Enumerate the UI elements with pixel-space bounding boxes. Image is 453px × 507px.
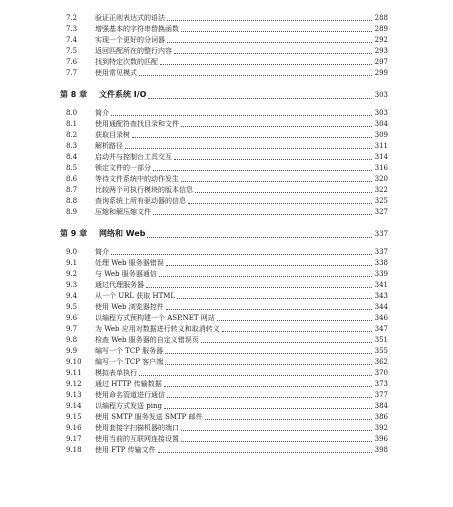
- entry-title: 验证正则表达式的语法: [95, 14, 165, 22]
- leader-dots: [159, 269, 372, 277]
- entry-title: 实现一个更好的分词器: [95, 36, 165, 44]
- toc-entry: [60, 13, 388, 24]
- entry-title: 从一个 URL 获取 HTML: [95, 292, 176, 300]
- entry-number: 8.6: [66, 175, 78, 183]
- entry-title: 解析路径: [95, 142, 123, 150]
- entry-number: 9.5: [66, 303, 78, 311]
- toc-entry: [60, 57, 388, 68]
- entry-title: 获取目录树: [95, 131, 130, 139]
- entry-page-number: 343: [374, 292, 388, 300]
- entry-title: 为 Web 应用对数据进行转义和取消转义: [95, 325, 220, 333]
- chapter-page-number: 303: [374, 91, 388, 99]
- toc-entry: [60, 152, 388, 163]
- leader-dots: [148, 91, 372, 99]
- entry-number: 8.3: [66, 142, 78, 150]
- entry-title: 处理 Web 服务器错误: [95, 259, 164, 267]
- entry-page-number: 386: [374, 413, 388, 421]
- toc-entry: [60, 269, 388, 280]
- leader-dots: [174, 46, 372, 54]
- entry-title: 使用命名管道进行通信: [95, 391, 165, 399]
- entry-number: 9.12: [66, 380, 82, 388]
- entry-page-number: 304: [374, 120, 388, 128]
- entry-title: 等待文件系统中的动作发生: [95, 175, 179, 183]
- entry-title: 启动并与控制台工具交互: [95, 153, 172, 161]
- toc-entry: [60, 108, 388, 119]
- entry-title: 通过代理服务器: [95, 281, 144, 289]
- entry-title: 使用通配符查找目录和文件: [95, 120, 179, 128]
- entry-number: 7.7: [66, 69, 78, 77]
- entry-title: 使用 SMTP 服务发送 SMTP 邮件: [95, 413, 203, 421]
- leader-dots: [174, 152, 372, 160]
- entry-number: 9.7: [66, 325, 78, 333]
- entry-page-number: 370: [374, 369, 388, 377]
- toc-entry: [60, 280, 388, 291]
- leader-dots: [165, 357, 372, 365]
- entry-page-number: 398: [374, 446, 388, 454]
- leader-dots: [165, 346, 372, 354]
- entry-page-number: 289: [374, 25, 388, 33]
- entry-title: 增强基本的字符串替换函数: [95, 25, 179, 33]
- entry-title: 比较两个可执行模块的版本信息: [95, 186, 193, 194]
- entry-number: 8.5: [66, 164, 78, 172]
- entry-number: 7.2: [66, 14, 78, 22]
- entry-page-number: 392: [374, 424, 388, 432]
- toc-entry: [60, 423, 388, 434]
- toc-entry: [60, 35, 388, 46]
- entry-number: 8.4: [66, 153, 78, 161]
- entry-page-number: 320: [374, 175, 388, 183]
- leader-dots: [111, 108, 372, 116]
- entry-title: 简介: [95, 109, 109, 117]
- chapter-label: 第 9 章: [60, 229, 88, 238]
- entry-number: 7.3: [66, 25, 78, 33]
- leader-dots: [181, 434, 372, 442]
- entry-page-number: 355: [374, 347, 388, 355]
- entry-number: 7.4: [66, 36, 78, 44]
- entry-page-number: 293: [374, 47, 388, 55]
- leader-dots: [167, 35, 372, 43]
- leader-dots: [166, 258, 372, 266]
- entry-title: 使用常见模式: [95, 69, 137, 77]
- leader-dots: [201, 335, 372, 343]
- entry-number: 7.5: [66, 47, 78, 55]
- leader-dots: [139, 368, 372, 376]
- entry-number: 9.6: [66, 314, 78, 322]
- entry-number: 9.4: [66, 292, 78, 300]
- entry-number: 9.15: [66, 413, 82, 421]
- leader-dots: [125, 141, 372, 149]
- toc-entry: [60, 390, 388, 401]
- chapter-title: 文件系统 I/O: [99, 90, 147, 99]
- entry-number: 9.13: [66, 391, 82, 399]
- toc-entry: [60, 445, 388, 456]
- entry-page-number: 339: [374, 270, 388, 278]
- entry-number: 9.0: [66, 248, 78, 256]
- entry-page-number: 322: [374, 186, 388, 194]
- toc-entry: [60, 119, 388, 130]
- entry-number: 9.10: [66, 358, 82, 366]
- section-9-entries: [60, 247, 388, 456]
- entry-page-number: 311: [374, 142, 388, 150]
- entry-page-number: 327: [374, 208, 388, 216]
- entry-page-number: 337: [374, 248, 388, 256]
- entry-title: 检查 Web 服务器的自定义错误页: [95, 336, 199, 344]
- leader-dots: [147, 230, 372, 238]
- toc-entry: [60, 357, 388, 368]
- chapter-page-number: 337: [374, 230, 388, 238]
- toc-entry: [60, 68, 388, 79]
- leader-dots: [139, 68, 372, 76]
- entry-page-number: 384: [374, 402, 388, 410]
- entry-number: 9.17: [66, 435, 82, 443]
- section-7-entries: [60, 13, 388, 79]
- leader-dots: [153, 207, 372, 215]
- toc-entry: [60, 313, 388, 324]
- entry-title: 压缩和解压缩文件: [95, 208, 151, 216]
- chapter-9-heading: [60, 227, 388, 241]
- entry-number: 9.2: [66, 270, 78, 278]
- entry-title: 编写一个 TCP 服务器: [95, 347, 164, 355]
- entry-title: 找到特定次数的匹配: [95, 58, 158, 66]
- toc-entry: [60, 412, 388, 423]
- toc-entry: [60, 196, 388, 207]
- entry-page-number: 303: [374, 109, 388, 117]
- entry-page-number: 288: [374, 14, 388, 22]
- leader-dots: [181, 24, 372, 32]
- leader-dots: [164, 401, 372, 409]
- entry-number: 9.16: [66, 424, 82, 432]
- toc-entry: [60, 163, 388, 174]
- leader-dots: [132, 130, 372, 138]
- entry-title: 与 Web 服务器通信: [95, 270, 157, 278]
- entry-title: 编写一个 TCP 客户端: [95, 358, 164, 366]
- entry-page-number: 297: [374, 58, 388, 66]
- entry-title: 以编程方式发送 ping: [95, 402, 162, 410]
- toc-entry: [60, 46, 388, 57]
- entry-title: 通过 HTTP 传输数据: [95, 380, 162, 388]
- entry-number: 9.3: [66, 281, 78, 289]
- leader-dots: [205, 412, 372, 420]
- table-of-contents: [60, 13, 388, 456]
- toc-entry: [60, 207, 388, 218]
- entry-title: 模拟表单执行: [95, 369, 137, 377]
- toc-entry: [60, 302, 388, 313]
- leader-dots: [222, 324, 372, 332]
- toc-entry: [60, 291, 388, 302]
- leader-dots: [181, 174, 372, 182]
- entry-number: 9.1: [66, 259, 78, 267]
- toc-entry: [60, 258, 388, 269]
- chapter-title: 网络和 Web: [99, 229, 146, 238]
- entry-page-number: 299: [374, 69, 388, 77]
- entry-number: 8.1: [66, 120, 78, 128]
- entry-page-number: 341: [374, 281, 388, 289]
- toc-entry: [60, 379, 388, 390]
- toc-entry: [60, 401, 388, 412]
- toc-entry: [60, 185, 388, 196]
- entry-title: 使用 FTP 传输文件: [95, 446, 156, 454]
- leader-dots: [167, 390, 372, 398]
- leader-dots: [111, 247, 372, 255]
- toc-entry: [60, 335, 388, 346]
- toc-entry: [60, 434, 388, 445]
- entry-title: 使用套接字扫描机器的端口: [95, 424, 179, 432]
- entry-page-number: 344: [374, 303, 388, 311]
- entry-number: 8.8: [66, 197, 78, 205]
- leader-dots: [181, 119, 372, 127]
- toc-entry: [60, 346, 388, 357]
- leader-dots: [177, 291, 372, 299]
- entry-page-number: 338: [374, 259, 388, 267]
- entry-number: 8.7: [66, 186, 78, 194]
- entry-number: 9.14: [66, 402, 82, 410]
- leader-dots: [195, 185, 372, 193]
- toc-entry: [60, 247, 388, 258]
- entry-page-number: 396: [374, 435, 388, 443]
- leader-dots: [158, 445, 372, 453]
- entry-page-number: 314: [374, 153, 388, 161]
- toc-entry: [60, 368, 388, 379]
- entry-title: 返回匹配所在的整行内容: [95, 47, 172, 55]
- chapter-8-heading: [60, 88, 388, 102]
- entry-page-number: 309: [374, 131, 388, 139]
- entry-page-number: 346: [374, 314, 388, 322]
- section-8-entries: [60, 108, 388, 218]
- toc-entry: [60, 130, 388, 141]
- leader-dots: [167, 13, 372, 21]
- entry-page-number: 347: [374, 325, 388, 333]
- entry-number: 8.9: [66, 208, 78, 216]
- leader-dots: [146, 280, 372, 288]
- toc-entry: [60, 24, 388, 35]
- chapter-label: 第 8 章: [60, 90, 88, 99]
- toc-entry: [60, 324, 388, 335]
- leader-dots: [181, 423, 372, 431]
- entry-number: 8.2: [66, 131, 78, 139]
- toc-entry: [60, 141, 388, 152]
- entry-number: 9.11: [66, 369, 82, 377]
- leader-dots: [164, 379, 372, 387]
- leader-dots: [160, 57, 372, 65]
- entry-title: 使用当前的互联网连接设置: [95, 435, 179, 443]
- entry-title: 简介: [95, 248, 109, 256]
- leader-dots: [153, 163, 372, 171]
- entry-page-number: 373: [374, 380, 388, 388]
- entry-title: 以编程方式预构建一个 ASP.NET 网站: [95, 314, 215, 322]
- entry-page-number: 292: [374, 36, 388, 44]
- entry-page-number: 377: [374, 391, 388, 399]
- entry-page-number: 351: [374, 336, 388, 344]
- entry-page-number: 316: [374, 164, 388, 172]
- entry-title: 使用 Web 浏览器控件: [95, 303, 164, 311]
- entry-number: 9.8: [66, 336, 78, 344]
- toc-entry: [60, 174, 388, 185]
- entry-number: 9.9: [66, 347, 78, 355]
- entry-number: 8.0: [66, 109, 78, 117]
- entry-title: 锁定文件的一部分: [95, 164, 151, 172]
- leader-dots: [188, 196, 372, 204]
- entry-page-number: 362: [374, 358, 388, 366]
- entry-number: 7.6: [66, 58, 78, 66]
- leader-dots: [166, 302, 372, 310]
- entry-number: 9.18: [66, 446, 82, 454]
- entry-page-number: 325: [374, 197, 388, 205]
- leader-dots: [217, 313, 372, 321]
- entry-title: 查询系统上所有驱动器的信息: [95, 197, 186, 205]
